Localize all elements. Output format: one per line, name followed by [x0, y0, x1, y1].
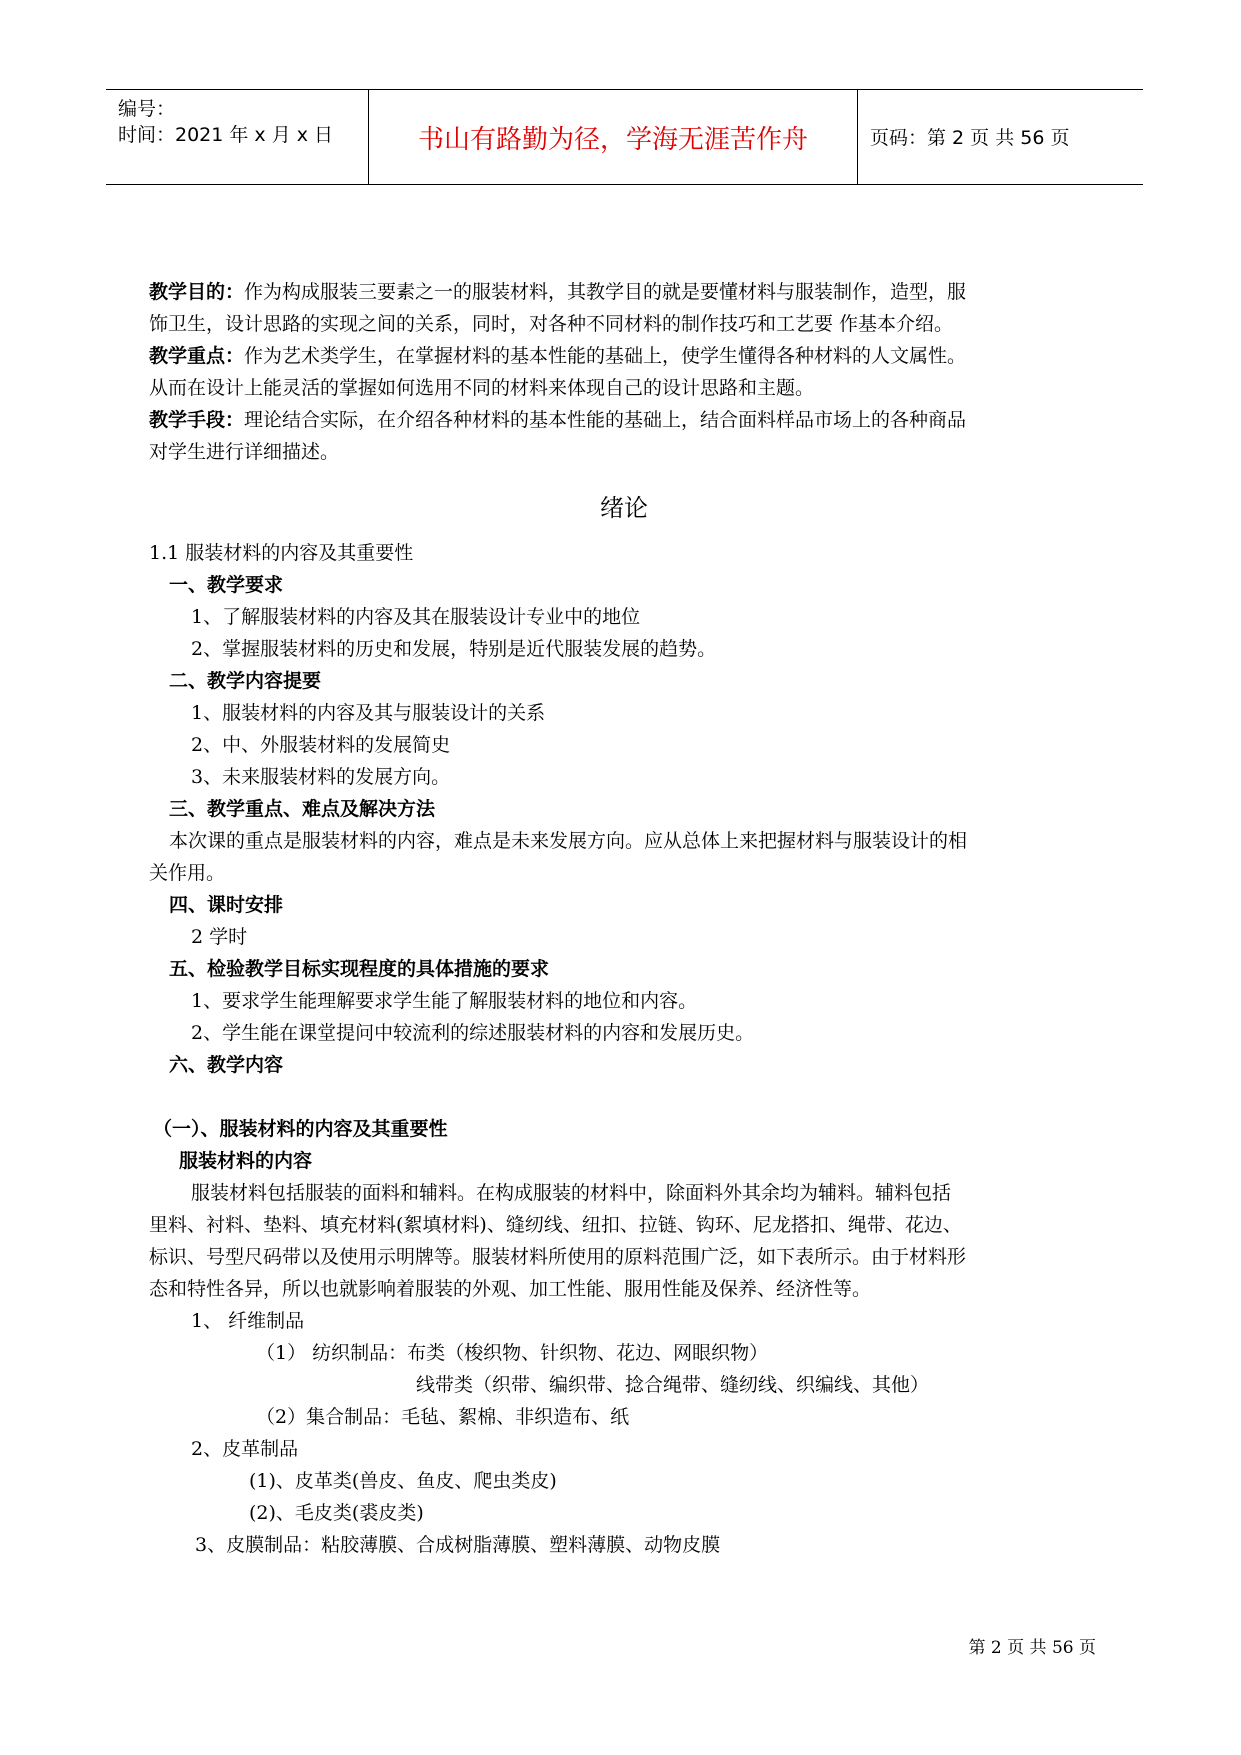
heading-evaluation: 五、检验教学目标实现程度的具体措施的要求	[169, 958, 550, 980]
heading-content-outline: 二、教学内容提要	[169, 670, 322, 692]
focus-line-1	[149, 343, 966, 369]
method-text: 理论结合实际，在介绍各种材料的基本性能的基础上，结合面料样品市场上的各种商品	[244, 409, 967, 431]
number-label: 编号：	[118, 98, 176, 120]
key-points-text: 本次课的重点是服装材料的内容，难点是未来发展方向。应从总体上来把握材料与服装设计的相	[169, 830, 968, 852]
objective-text: 作为构成服装三要素之一的服装材料，其教学目的就是要懂材料与服装制作，造型，服	[244, 281, 967, 303]
list-subitem: （1） 纺织制品：布类（梭织物、针织物、花边、网眼织物）	[256, 1342, 769, 1364]
list-item: 1、 纤维制品	[191, 1310, 305, 1332]
motto-text: 书山有路勤为径，学海无涯苦作舟	[417, 125, 808, 155]
evaluation-item: 1、要求学生能理解要求学生能了解服装材料的地位和内容。	[191, 990, 698, 1012]
method-label: 教学手段：	[149, 409, 245, 431]
list-subitem-cont: 线带类（织带、编织带、捻合绳带、缝纫线、织编线、其他）	[416, 1374, 930, 1396]
chapter-title: 绪论	[600, 494, 648, 522]
focus-line-2: 从而在设计上能灵活的掌握如何选用不同的材料来体现自己的设计思路和主题。	[149, 377, 815, 399]
paragraph-line: 态和特性各异，所以也就影响着服装的外观、加工性能、服用性能及保养、经济性等。	[149, 1278, 872, 1300]
list-subitem: （2）集合制品：毛毡、絮棉、非织造布、纸	[256, 1406, 630, 1428]
header-page-cell	[858, 90, 1143, 184]
heading-teaching-content: 六、教学内容	[169, 1054, 284, 1076]
subsection-heading: （一）、服装材料的内容及其重要性	[153, 1118, 448, 1140]
header-motto-cell	[369, 90, 858, 184]
key-points-text-cont: 关作用。	[149, 862, 226, 884]
list-subitem: (2)、毛皮类(裘皮类)	[249, 1502, 424, 1524]
outline-item: 2、中、外服装材料的发展简史	[191, 734, 451, 756]
heading-schedule: 四、课时安排	[169, 894, 284, 916]
heading-key-points: 三、教学重点、难点及解决方法	[169, 798, 436, 820]
method-line-2: 对学生进行详细描述。	[149, 441, 340, 463]
focus-label: 教学重点：	[149, 345, 245, 367]
paragraph-line: 标识、号型尺码带以及使用示明牌等。服装材料所使用的原料范围广泛，如下表所示。由于材料形	[149, 1246, 967, 1268]
heading-requirements: 一、教学要求	[169, 574, 284, 596]
schedule-text: 2 学时	[191, 926, 248, 948]
list-item: 2、皮革制品	[191, 1438, 299, 1460]
section-heading: 1.1 服装材料的内容及其重要性	[149, 542, 414, 564]
requirement-item: 2、掌握服装材料的历史和发展，特别是近代服装发展的趋势。	[191, 638, 717, 660]
subsection-subheading: 服装材料的内容	[179, 1150, 313, 1172]
objective-line-2: 饰卫生，设计思路的实现之间的关系，同时，对各种不同材料的制作技巧和工艺要 作基本介绍。	[149, 313, 954, 335]
focus-text: 作为艺术类学生，在掌握材料的基本性能的基础上，使学生懂得各种材料的人文属性。	[244, 345, 967, 367]
time-label: 时间：2021 年 x 月 x 日	[118, 124, 334, 146]
outline-item: 1、服装材料的内容及其与服装设计的关系	[191, 702, 546, 724]
page-footer: 第 2 页 共 56 页	[968, 1638, 1096, 1658]
outline-item: 3、未来服装材料的发展方向。	[191, 766, 451, 788]
evaluation-item: 2、学生能在课堂提问中较流利的综述服装材料的内容和发展历史。	[191, 1022, 755, 1044]
paragraph-line: 服装材料包括服装的面料和辅料。在构成服装的材料中，除面料外其余均为辅料。辅料包括	[191, 1182, 952, 1204]
list-subitem: (1)、皮革类(兽皮、鱼皮、爬虫类皮)	[249, 1470, 557, 1492]
objective-label: 教学目的：	[149, 281, 245, 303]
document-header	[106, 89, 1143, 185]
list-item: 3、皮膜制品：粘胶薄膜、合成树脂薄膜、塑料薄膜、动物皮膜	[195, 1534, 721, 1556]
objective-line-1	[149, 279, 966, 305]
requirement-item: 1、了解服装材料的内容及其在服装设计专业中的地位	[191, 606, 641, 628]
paragraph-line: 里料、衬料、垫料、填充材料(絮填材料)、缝纫线、纽扣、拉链、钩环、尼龙搭扣、绳带、花边、	[149, 1214, 962, 1236]
header-meta-cell	[106, 90, 369, 184]
method-line-1	[149, 407, 966, 433]
page-info: 页码：第 2 页 共 56 页	[870, 127, 1070, 149]
